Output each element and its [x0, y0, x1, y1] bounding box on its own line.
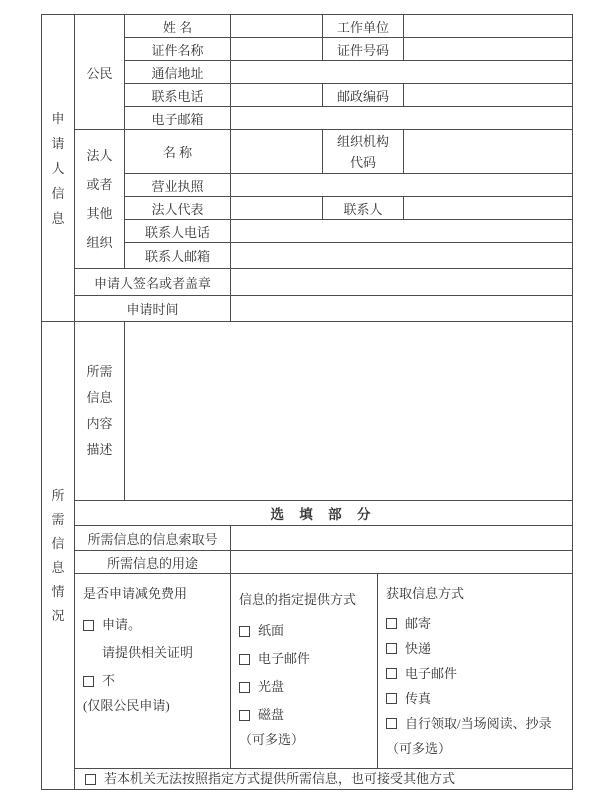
field-label-email: 电子邮箱: [125, 107, 231, 130]
group-label-citizen: [75, 15, 125, 130]
input-cell-org-name[interactable]: [231, 130, 323, 174]
input-cell-id-type[interactable]: [231, 38, 323, 61]
fallback-note-text: 若本机关无法按照指定方式提供所需信息，也可接受其他方式: [104, 771, 456, 786]
info-description-label: 所需信息内容描述: [86, 364, 113, 457]
field-label-info-index-number: 所需信息的信息索取号: [75, 526, 231, 551]
delivery-email-label: 电子邮件: [258, 651, 311, 666]
fee-waiver-title: 是否申请减免费用: [83, 586, 188, 601]
obtain-self-pickup-label: 自行领取/当场阅读、抄录: [405, 716, 552, 731]
checkbox-icon[interactable]: [83, 676, 94, 687]
optional-header-text: 选 填 部 分: [270, 507, 377, 522]
obtain-option-fax[interactable]: [386, 686, 568, 711]
delivery-disk-label: 磁盘: [258, 707, 285, 722]
delivery-option-disk[interactable]: [239, 701, 373, 729]
citizen-label: 公民: [86, 65, 113, 81]
input-cell-work-unit[interactable]: [404, 15, 573, 38]
applicant-info-vertical-label: 申请人信息: [51, 110, 65, 226]
field-label-info-purpose: 所需信息的用途: [75, 551, 231, 574]
field-label-business-license: 营业执照: [125, 174, 231, 197]
delivery-option-paper[interactable]: [239, 617, 373, 645]
input-cell-info-description[interactable]: [125, 322, 573, 501]
fee-waiver-apply-label: 申请。: [102, 617, 142, 632]
field-label-id-type: 证件名称: [125, 38, 231, 61]
obtain-method-title: 获取信息方式: [386, 586, 465, 601]
obtain-option-email[interactable]: [386, 661, 568, 686]
input-cell-business-license[interactable]: [231, 174, 573, 197]
obtain-option-mail[interactable]: [386, 611, 568, 636]
field-label-mailing-address: 通信地址: [125, 61, 231, 84]
input-cell-contact-email[interactable]: [231, 243, 573, 269]
input-cell-contact-phone[interactable]: [231, 220, 573, 243]
fee-waiver-option-apply[interactable]: [83, 611, 226, 639]
checkbox-icon[interactable]: [239, 654, 250, 665]
field-label-info-description: [75, 322, 125, 501]
input-cell-info-index-number[interactable]: [231, 526, 573, 551]
field-label-work-unit: 工作单位: [323, 15, 404, 38]
checkbox-icon[interactable]: [386, 668, 397, 679]
input-cell-application-date[interactable]: [231, 296, 573, 322]
obtain-option-self-pickup[interactable]: [386, 711, 568, 736]
org-code-label: 组织机构代码: [336, 133, 389, 170]
checkbox-icon[interactable]: [386, 643, 397, 654]
checkbox-icon[interactable]: [85, 774, 96, 785]
fee-waiver-option-no[interactable]: [83, 667, 226, 695]
input-cell-legal-representative[interactable]: [231, 197, 323, 220]
obtain-fax-label: 传真: [405, 691, 432, 706]
field-label-name: 姓 名: [125, 15, 231, 38]
group-label-organization: [75, 130, 125, 269]
obtain-email-label: 电子邮件: [405, 666, 458, 681]
input-cell-name[interactable]: [231, 15, 323, 38]
fee-waiver-apply-note: 请提供相关证明: [102, 645, 194, 660]
checkbox-icon[interactable]: [83, 620, 94, 631]
field-label-phone: 联系电话: [125, 84, 231, 107]
delivery-method-cell: [231, 574, 378, 769]
fee-waiver-no-label: 不: [102, 673, 116, 688]
fee-waiver-cell: [75, 574, 231, 769]
input-cell-signature[interactable]: [231, 269, 573, 296]
section-label-required-info: [42, 322, 75, 790]
field-label-legal-representative: 法人代表: [125, 197, 231, 220]
checkbox-icon[interactable]: [239, 710, 250, 721]
field-label-contact-phone: 联系人电话: [125, 220, 231, 243]
section-label-applicant-info: [42, 15, 75, 322]
obtain-option-express[interactable]: [386, 636, 568, 661]
checkbox-icon[interactable]: [386, 618, 397, 629]
organization-label: 法人或者其他组织: [86, 148, 113, 250]
input-cell-postal-code[interactable]: [404, 84, 573, 107]
field-label-contact-email: 联系人邮箱: [125, 243, 231, 269]
field-label-org-name: 名 称: [125, 130, 231, 174]
field-label-application-date: 申请时间: [75, 296, 231, 322]
checkbox-icon[interactable]: [239, 626, 250, 637]
obtain-express-label: 快递: [405, 641, 432, 656]
field-label-org-code: [323, 130, 404, 174]
delivery-method-title: 信息的指定提供方式: [239, 592, 357, 607]
obtain-method-cell: [378, 574, 573, 769]
fee-waiver-footnote: (仅限公民申请): [83, 698, 170, 713]
fallback-note-cell: [75, 769, 573, 790]
delivery-paper-label: 纸面: [258, 623, 285, 638]
field-label-contact-person: 联系人: [323, 197, 404, 220]
input-cell-contact-person[interactable]: [404, 197, 573, 220]
obtain-mail-label: 邮寄: [405, 616, 432, 631]
delivery-option-cd[interactable]: [239, 673, 373, 701]
input-cell-info-purpose[interactable]: [231, 551, 573, 574]
application-form-table: [41, 14, 573, 790]
delivery-method-footnote: （可多选）: [239, 732, 305, 747]
checkbox-icon[interactable]: [386, 693, 397, 704]
field-label-postal-code: 邮政编码: [323, 84, 404, 107]
delivery-option-email[interactable]: [239, 645, 373, 673]
field-label-signature: 申请人签名或者盖章: [75, 269, 231, 296]
input-cell-email[interactable]: [231, 107, 573, 130]
input-cell-phone[interactable]: [231, 84, 323, 107]
field-label-id-number: 证件号码: [323, 38, 404, 61]
optional-section-header: [75, 501, 573, 526]
obtain-method-footnote: （可多选）: [386, 741, 452, 756]
delivery-cd-label: 光盘: [258, 679, 285, 694]
input-cell-id-number[interactable]: [404, 38, 573, 61]
required-info-vertical-label: 所需信息情况: [51, 487, 65, 623]
checkbox-icon[interactable]: [386, 718, 397, 729]
input-cell-mailing-address[interactable]: [231, 61, 573, 84]
checkbox-icon[interactable]: [239, 682, 250, 693]
input-cell-org-code[interactable]: [404, 130, 573, 174]
